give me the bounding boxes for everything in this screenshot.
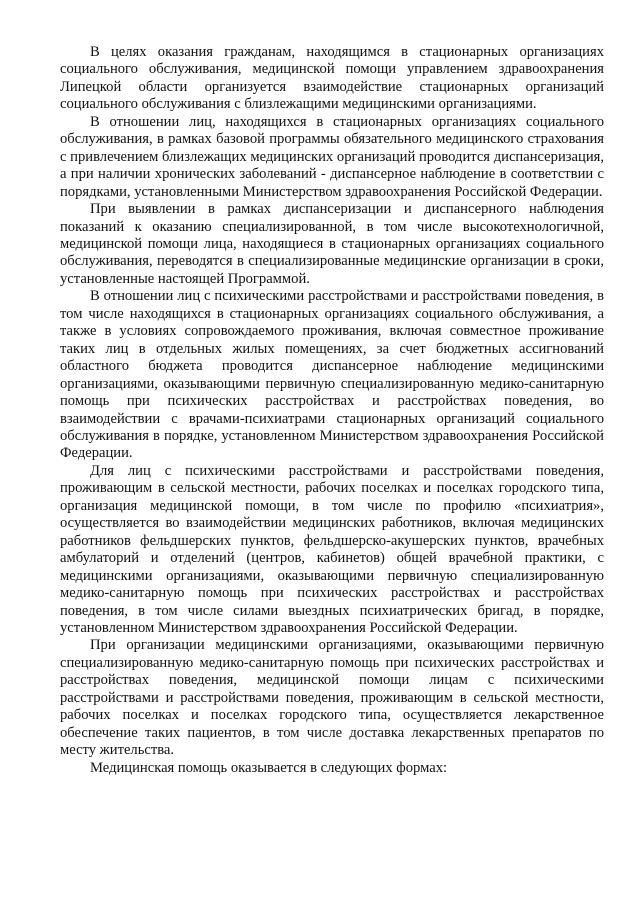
paragraph-mental-disorders-observation: В отношении лиц с психическими расстройствами и расстройствами поведения, в том числе находящихся в стационарных организациях социального обслуживания, а также в условиях сопровождаемого проживания, включая совместное проживание таких лиц в отдельных жилых помещениях, за счет бюджетных ассигнований областного бюджета проводится диспансерное наблюдение медицинскими организациями, оказывающими первичную специализированную медико-санитарную помощь при психических расстройствах и расстройствах поведения, во взаимодействии с врачами-психиатрами стационарных организаций социального обслуживания в порядке, установленном Министерством здравоохранения Российской Федерации.: [60, 288, 604, 462]
paragraph-drug-supply: При организации медицинскими организациями, оказывающими первичную специализированную медико-санитарную помощь при психических расстройствах и расстройствах поведения, медицинской помощи лицам с психическими расстройствами и расстройствами поведения, проживающим в сельской местности, рабочих поселках и поселках городского типа, осуществляется лекарственное обеспечение таких пациентов, в том числе доставка лекарственных препаратов по месту жительства.: [60, 637, 604, 759]
paragraph-rural-psychiatric-care: Для лиц с психическими расстройствами и расстройствами поведения, проживающим в сельской местности, рабочих поселках и поселках городского типа, организация медицинской помощи, в том числе по профилю «психиатрия», осуществляется во взаимодействии медицинских работников, включая медицинских работников фельдшерских пунктов, фельдшерско-акушерских пунктов, врачебных амбулаторий и отделений (центров, кабинетов) общей врачебной практики, с медицинскими организациями, оказывающими первичную специализированную медико-санитарную помощь при психических расстройствах и расстройствах поведения, в том числе силами выездных психиатрических бригад, в порядке, установленном Министерством здравоохранения Российской Федерации.: [60, 462, 604, 636]
paragraph-specialized-care-transfer: При выявлении в рамках диспансеризации и диспансерного наблюдения показаний к оказанию специализированной, в том числе высокотехнологичной, медицинской помощи лица, находящиеся в стационарных организациях социального обслуживания, переводятся в специализированные медицинские организации в сроки, установленные настоящей Программой.: [60, 201, 604, 287]
paragraph-care-forms: Медицинская помощь оказывается в следующих формах:: [90, 759, 448, 776]
document-page: [60, 44, 604, 777]
paragraph-interaction-social-organizations: В целях оказания гражданам, находящимся в стационарных организациях социального обслуживания, медицинской помощи управлением здравоохранения Липецкой области организуется взаимодействие стационарных организаций социального обслуживания с близлежащими медицинскими организациями.: [60, 44, 604, 113]
paragraph-dispensary-observation: В отношении лиц, находящихся в стационарных организациях социального обслуживания, в рамках базовой программы обязательного медицинского страхования с привлечением близлежащих медицинских организаций проводится диспансеризация, а при наличии хронических заболеваний - диспансерное наблюдение в соответствии с порядками, установленными Министерством здравоохранения Российской Федерации.: [60, 113, 604, 200]
